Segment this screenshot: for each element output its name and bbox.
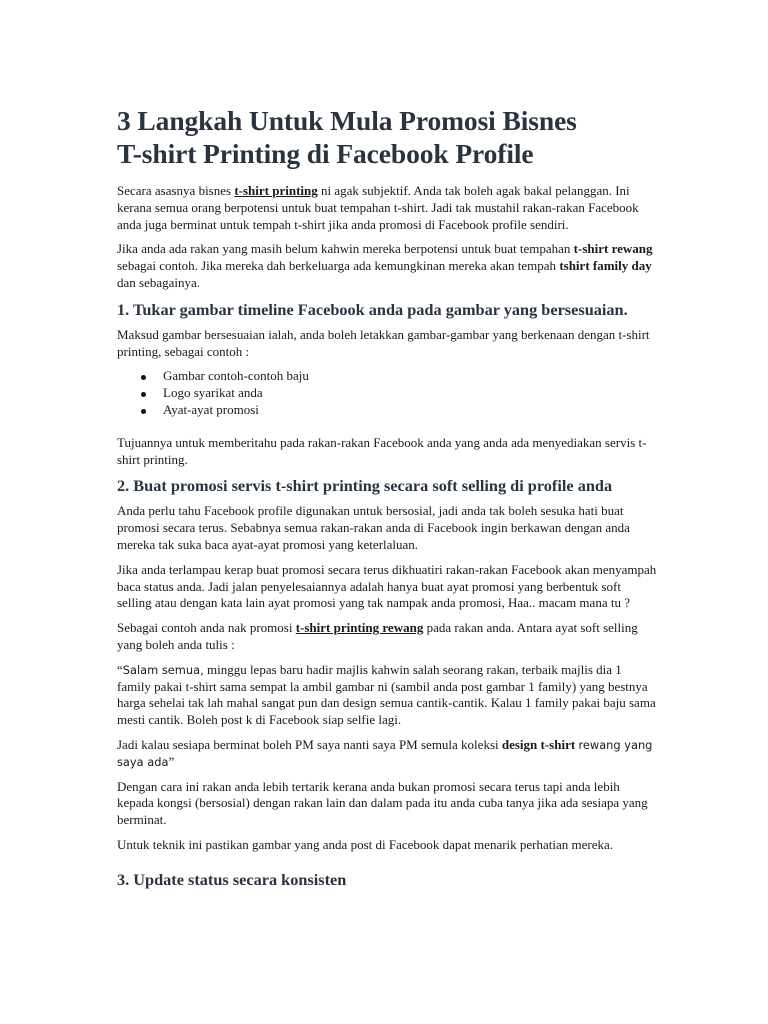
paragraph-kerap: Jika anda terlampau kerap buat promosi secara terus dikhuatiri rakan-rakan Facebook akan menyampah baca status anda. Jadi jalan penyelesaiannya adalah hanya buat ayat promosi yang berbentuk soft selling atau dengan kata lain ayat promosi yang tak nampak anda promosi, Haa.. macam mana tu ? — [117, 561, 657, 611]
paragraph-teknik: Untuk teknik ini pastikan gambar yang anda post di Facebook dapat menarik perhatian mereka. — [117, 836, 614, 852]
paragraph-contoh: Sebagai contoh anda nak promosi t-shirt printing rewang pada rakan anda. Antara ayat soft selling yang boleh anda tulis : — [117, 620, 638, 652]
paragraph-pm: Jadi kalau sesiapa berminat boleh PM saya nanti saya PM semula koleksi design t-shirt rewang yang saya ada” — [117, 736, 653, 769]
paragraph-tujuan: Tujuannya untuk memberitahu pada rakan-rakan Facebook anda yang anda ada menyediakan servis t-shirt printing. — [117, 434, 647, 467]
page-title — [117, 104, 657, 170]
quote-rewang: rewang yang saya ada — [117, 737, 653, 769]
list-item: Ayat-ayat promosi — [117, 402, 657, 419]
paragraph-quote: “Salam semua, minggu lepas baru hadir majlis kahwin salah seorang rakan, terbaik majlis dia 1 family pakai t-shirt sama sempat la ambil gambar ni (sambil anda post gambar 1 family) yang bestnya harga sehelai tak lah mahal sangat pun dan design semua cantik-cantik. Kalau 1 family pakai baju sama mesti cantik. Boleh post k di Facebook siap selfie lagi. — [117, 661, 656, 728]
paragraph-maksud: Maksud gambar bersesuaian ialah, anda boleh letakkan gambar-gambar yang berkenaan dengan t-shirt printing, sebagai contoh : — [117, 326, 650, 359]
keyword-design-tshirt: design t-shirt — [501, 736, 576, 752]
paragraph-rakan: Jika anda ada rakan yang masih belum kahwin mereka berpotensi untuk buat tempahan t-shirt rewang sebagai contoh. Jika mereka dah berkeluarga ada kemungkinan mereka akan tempah tshirt family day dan sebagainya. — [117, 241, 653, 290]
section-heading-2: 2. Buat promosi servis t-shirt printing secara soft selling di profile anda — [117, 476, 613, 496]
paragraph-intro: Secara asasnya bisnes t-shirt printing ni agak subjektif. Anda tak boleh agak bakal pelanggan. Ini kerana semua orang berpotensi untuk buat tempahan t-shirt. Jadi tak mustahil rakan-rakan Facebook anda juga berminat untuk tempah t-shirt jika anda promosi di Facebook profile sendiri. — [117, 183, 639, 232]
list-item: Logo syarikat anda — [117, 385, 657, 402]
keyword-tshirt-family-day: tshirt family day — [559, 258, 652, 274]
paragraph-bersosial: Anda perlu tahu Facebook profile digunakan untuk bersosial, jadi anda tak boleh sesuka hati buat promosi secara terus. Sebabnya semua rakan-rakan anda di Facebook ingin berkawan dengan anda mereka tak suka baca ayat-ayat promosi yang keterlaluan. — [117, 503, 630, 552]
document-page — [117, 104, 657, 897]
quote-greeting: Salam semua, — [122, 662, 204, 677]
section-heading-1: 1. Tukar gambar timeline Facebook anda pada gambar yang bersesuaian. — [117, 299, 628, 319]
keyword-link-tshirt-printing[interactable]: t-shirt printing — [234, 183, 318, 198]
bullet-list — [117, 368, 657, 418]
section-heading-3: 3. Update status secara konsisten — [117, 869, 347, 889]
title-line-1: 3 Langkah Untuk Mula Promosi Bisnes — [117, 105, 577, 136]
title-line-2: T-shirt Printing di Facebook Profile — [117, 138, 534, 169]
list-item: Gambar contoh-contoh baju — [117, 368, 657, 385]
keyword-tshirt-rewang: t-shirt rewang — [573, 241, 653, 257]
keyword-link-tshirt-printing-rewang[interactable]: t-shirt printing rewang — [295, 620, 424, 636]
paragraph-cara: Dengan cara ini rakan anda lebih tertarik kerana anda bukan promosi secara terus tapi anda lebih kepada kongsi (bersosial) dengan rakan lain dan dalam pada itu anda cuba tanya jika ada sesiapa yang berminat. — [117, 778, 648, 828]
